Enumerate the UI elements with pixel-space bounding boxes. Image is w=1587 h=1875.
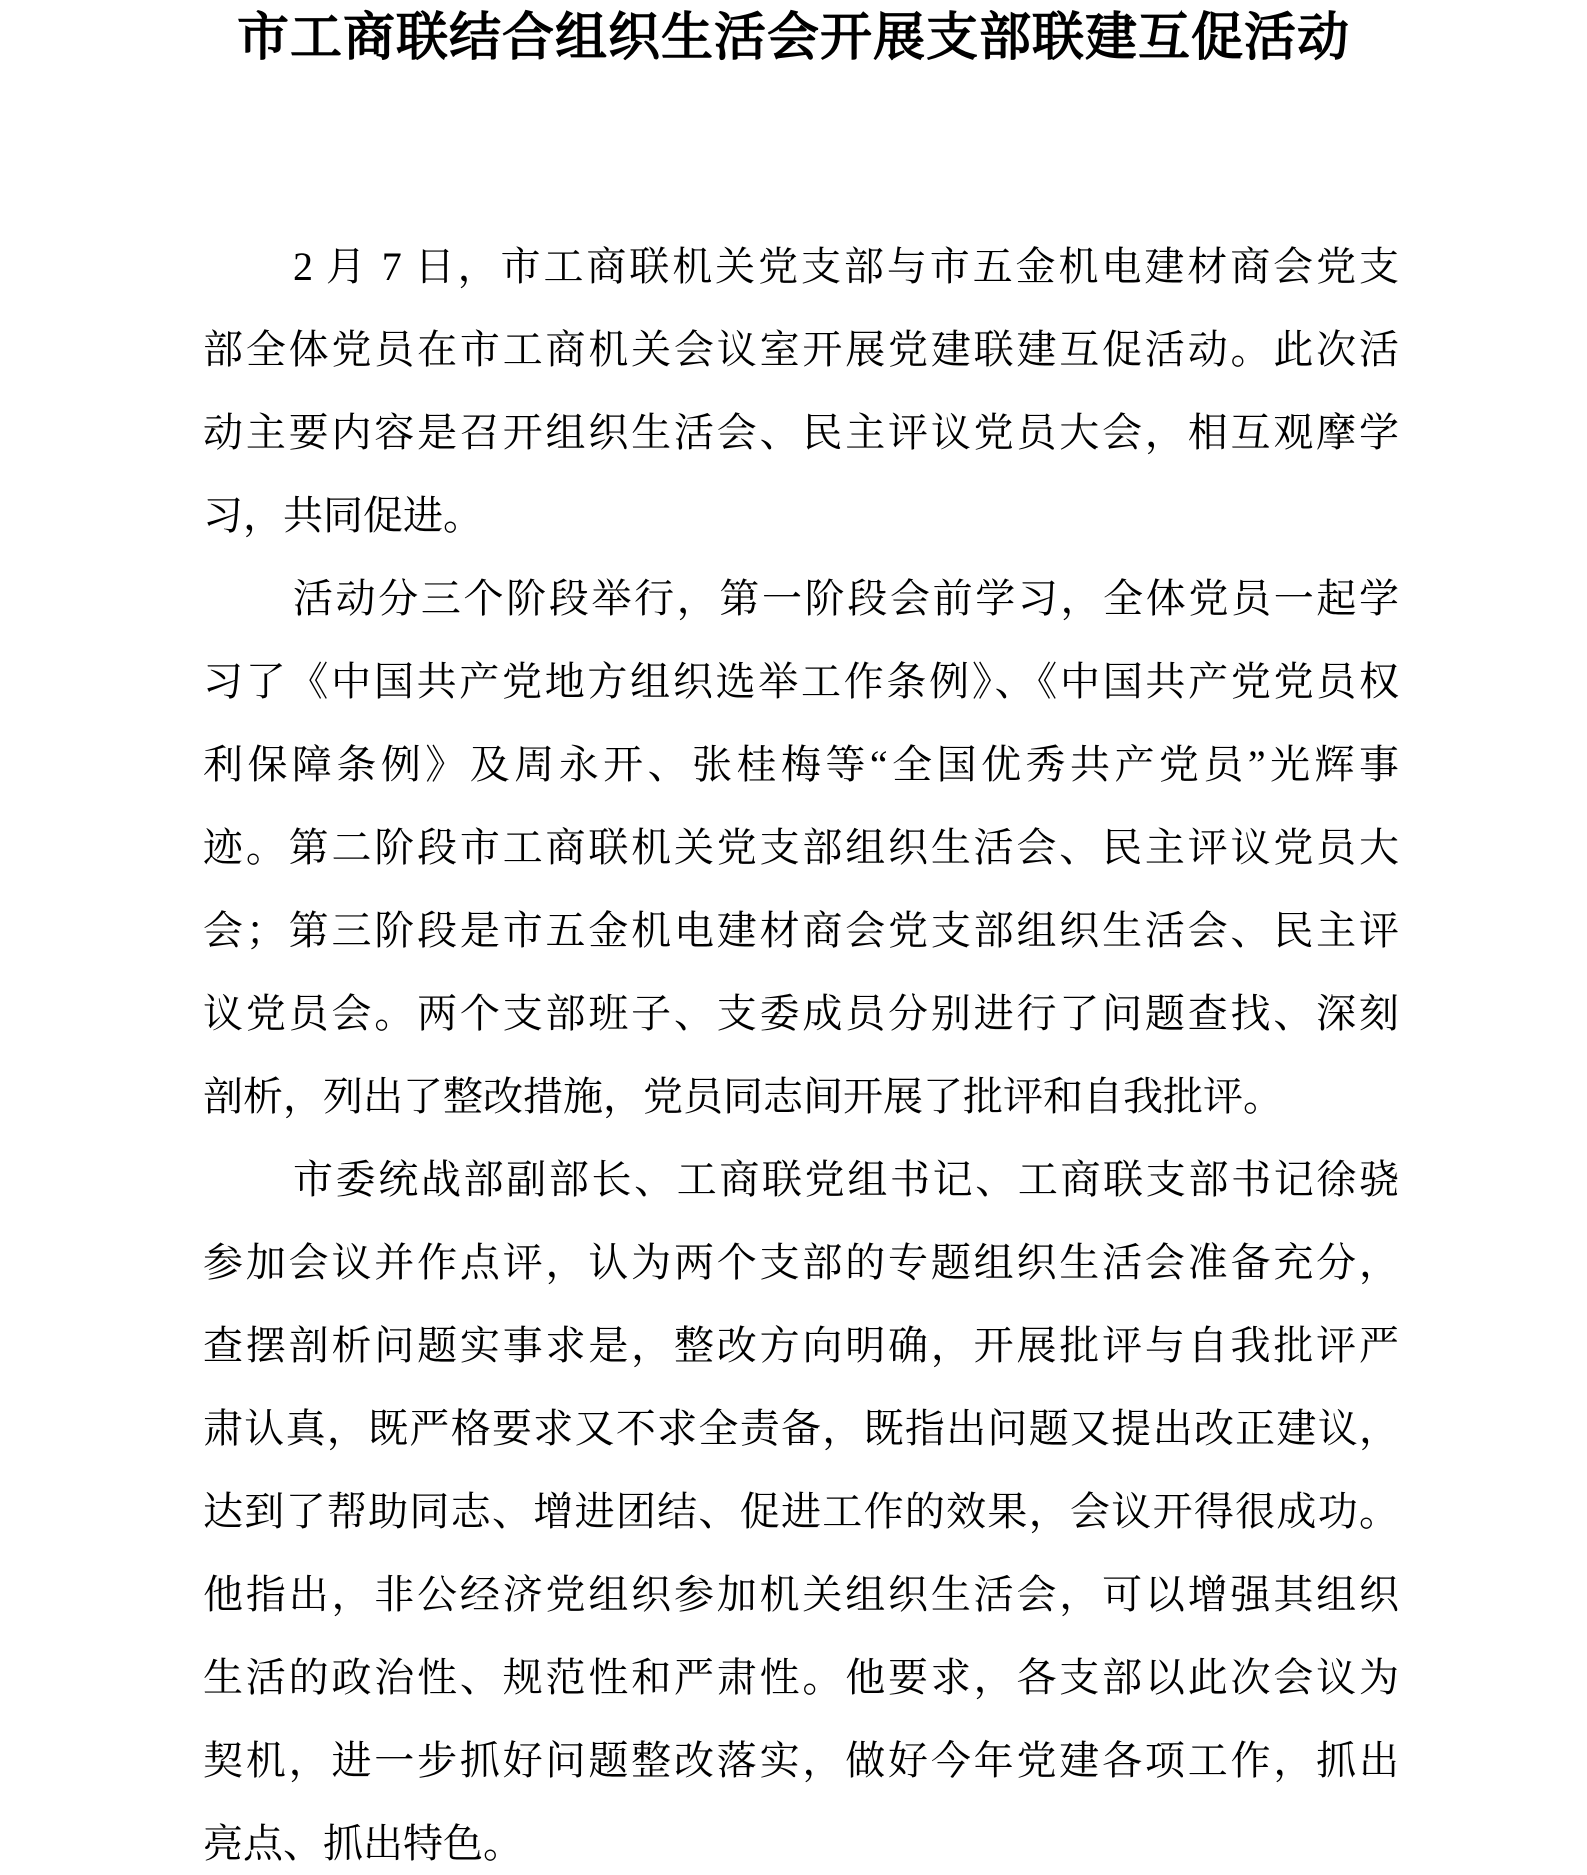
paragraph-2-line-4: 迹。第二阶段市工商联机关党支部组织生活会、民主评议党员大 — [203, 825, 1399, 870]
paragraph-1-line-2: 部全体党员在市工商机关会议室开展党建联建互促活动。此次活 — [203, 327, 1399, 372]
paragraph-1-line-3: 动主要内容是召开组织生活会、民主评议党员大会，相互观摩学 — [203, 410, 1399, 455]
paragraph-3-line-5: 达到了帮助同志、增进团结、促进工作的效果，会议开得很成功。 — [203, 1489, 1399, 1534]
document-body — [0, 225, 1587, 1875]
paragraph-1-line-1: 2 月 7 日，市工商联机关党支部与市五金机电建材商会党支 — [293, 244, 1399, 289]
document-title: 市工商联结合组织生活会开展支部联建互促活动 — [236, 10, 1350, 67]
paragraph-3-line-7: 生活的政治性、规范性和严肃性。他要求，各支部以此次会议为 — [203, 1655, 1399, 1700]
paragraph-3-line-2: 参加会议并作点评，认为两个支部的专题组织生活会准备充分， — [203, 1240, 1399, 1285]
paragraph-3-line-9: 亮点、抓出特色。 — [203, 1821, 523, 1866]
paragraph-3-line-4: 肃认真，既严格要求又不求全责备，既指出问题又提出改正建议， — [203, 1406, 1399, 1451]
paragraph-2-line-7: 剖析，列出了整改措施，党员同志间开展了批评和自我批评。 — [203, 1074, 1283, 1119]
paragraph-2-line-2: 习了《中国共产党地方组织选举工作条例》、《中国共产党党员权 — [203, 659, 1399, 704]
paragraph-1-line-4: 习，共同促进。 — [203, 493, 483, 538]
paragraph-3-line-3: 查摆剖析问题实事求是，整改方向明确，开展批评与自我批评严 — [203, 1323, 1399, 1368]
paragraph-3-line-6: 他指出，非公经济党组织参加机关组织生活会，可以增强其组织 — [203, 1572, 1399, 1617]
paragraph-2-line-5: 会；第三阶段是市五金机电建材商会党支部组织生活会、民主评 — [203, 908, 1399, 953]
paragraph-3-line-8: 契机，进一步抓好问题整改落实，做好今年党建各项工作，抓出 — [203, 1738, 1399, 1783]
paragraph-2-line-1: 活动分三个阶段举行，第一阶段会前学习，全体党员一起学 — [293, 576, 1399, 621]
paragraph-2-line-6: 议党员会。两个支部班子、支委成员分别进行了问题查找、深刻 — [203, 991, 1399, 1036]
paragraph-2-line-3: 利保障条例》及周永开、张桂梅等“全国优秀共产党员”光辉事 — [203, 742, 1399, 787]
paragraph-3-line-1: 市委统战部副部长、工商联党组书记、工商联支部书记徐骁 — [293, 1157, 1399, 1202]
